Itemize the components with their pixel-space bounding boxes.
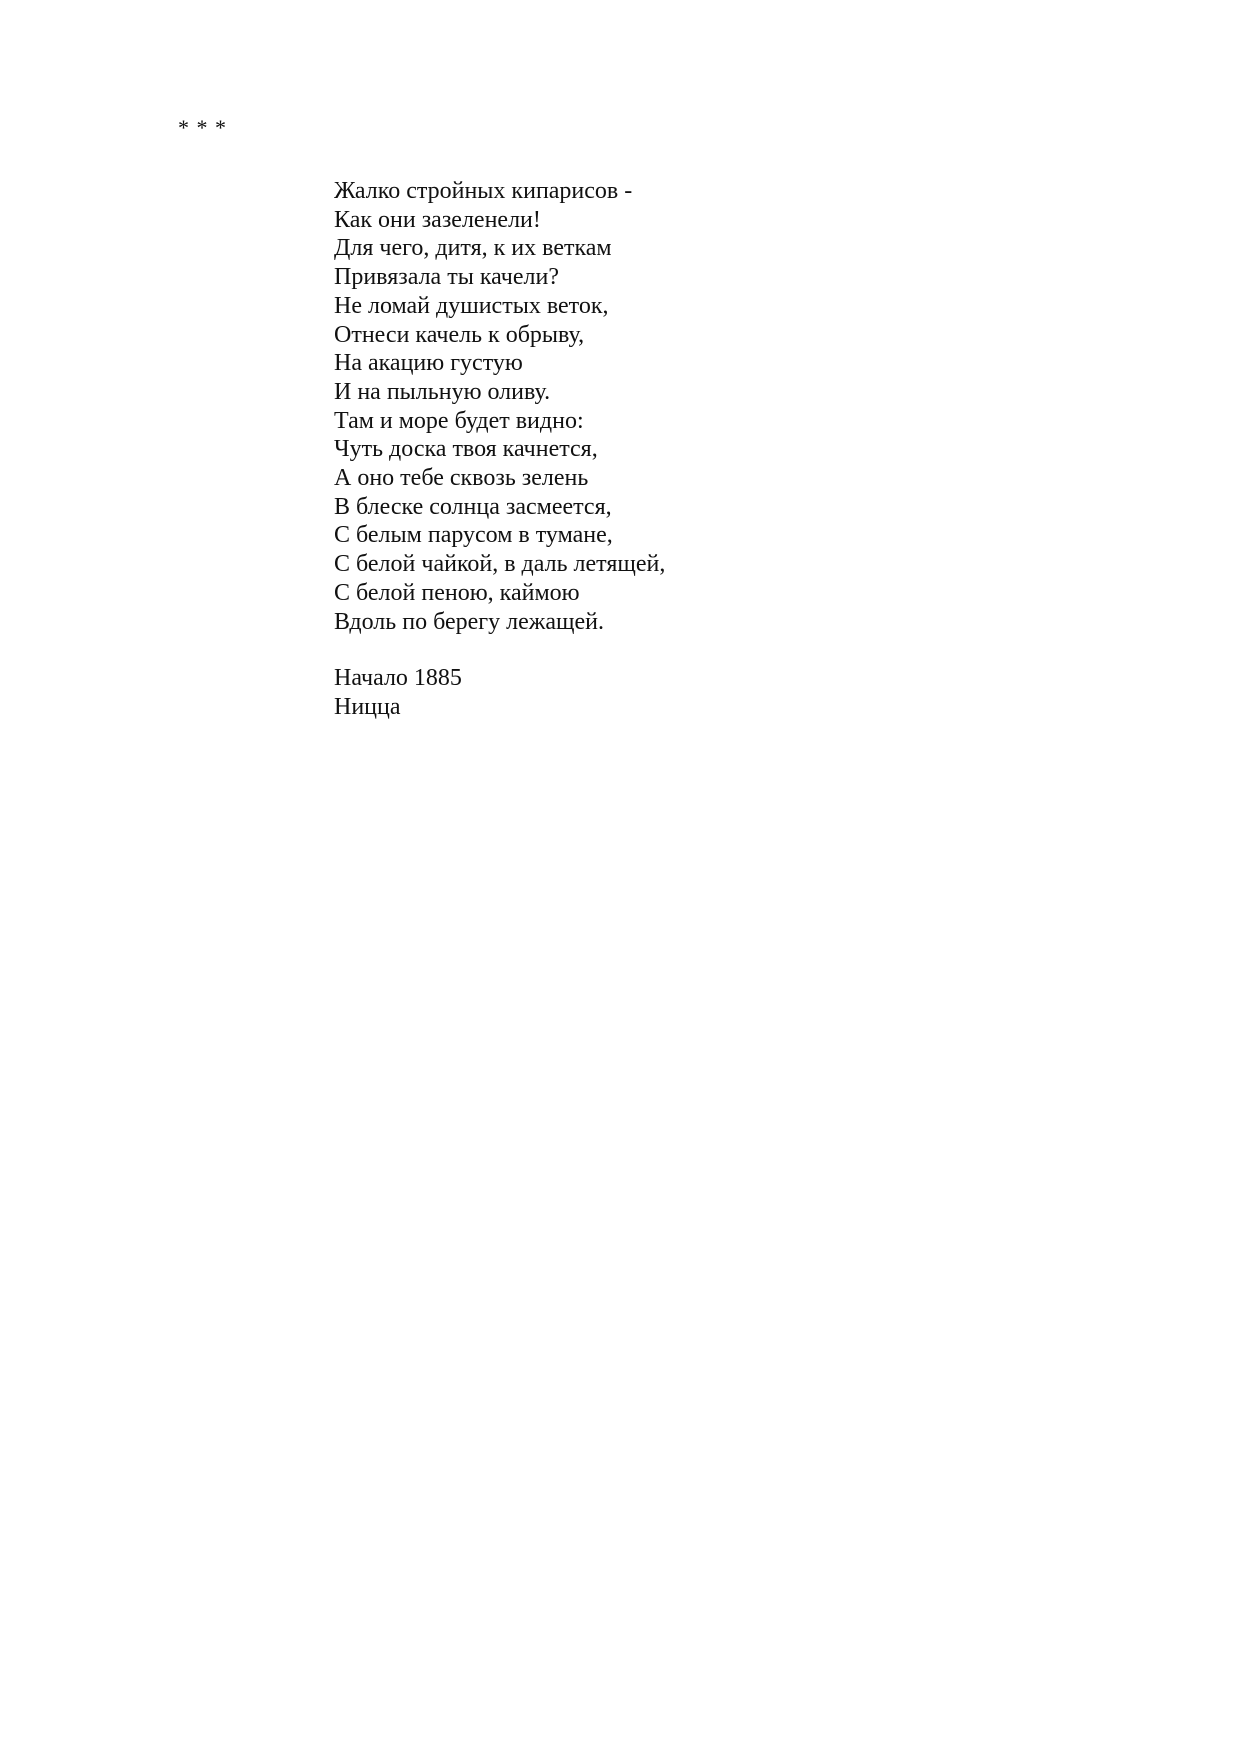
poem-line: Вдоль по берегу лежащей.: [334, 608, 604, 635]
poem-line: Жалко стройных кипарисов -: [334, 178, 633, 204]
poem-line: А оно тебе сквозь зелень: [334, 465, 589, 492]
poem-place: Ницца: [334, 693, 401, 720]
poem-line: Чуть доска твоя качнется,: [334, 436, 598, 463]
poem-line: Для чего, дитя, к их веткам: [334, 235, 612, 262]
poem-line: И на пыльную оливу.: [334, 378, 551, 405]
poem-line: На акацию густую: [334, 350, 523, 377]
poem-line: Там и море будет видно:: [334, 407, 584, 434]
poem-line: С белым парусом в тумане,: [334, 522, 613, 549]
poem-body: [334, 177, 665, 636]
poem-line: Не ломай душистых веток,: [334, 292, 609, 319]
poem-line: С белой пеною, каймою: [334, 579, 580, 606]
poem-line: С белой чайкой, в даль летящей,: [334, 551, 666, 578]
section-separator: * * *: [178, 115, 227, 140]
poem-line: В блеске солнца засмеется,: [334, 493, 612, 520]
poem-line: Привязала ты качели?: [334, 264, 559, 291]
poem-line: Как они зазеленели!: [334, 206, 541, 233]
poem-date: Начало 1885: [334, 665, 462, 691]
poem-signature: [334, 664, 462, 721]
poem-line: Отнеси качель к обрыву,: [334, 321, 585, 348]
